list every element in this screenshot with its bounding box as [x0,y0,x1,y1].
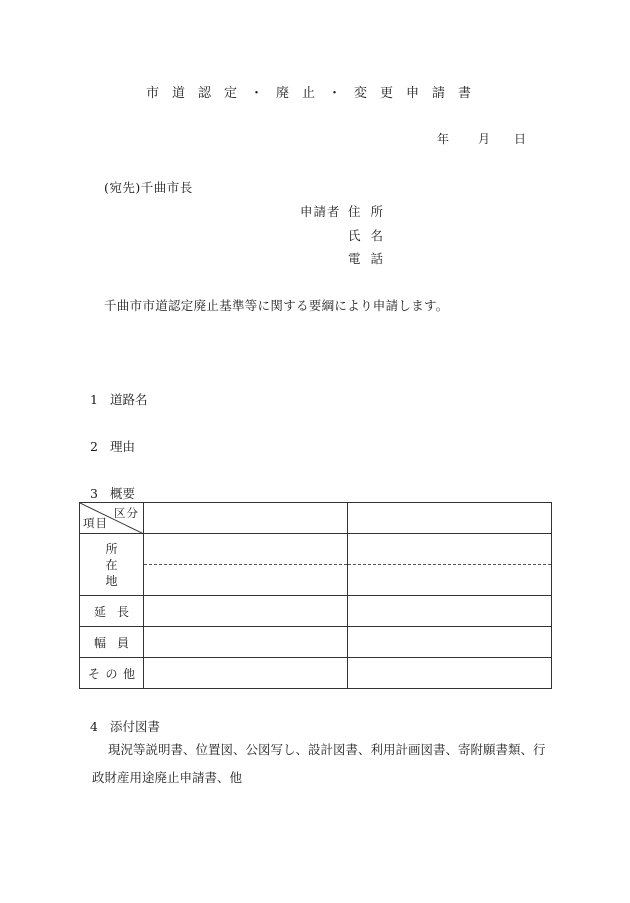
length-char: 延 [94,604,107,619]
section-attachments [90,717,160,735]
attachments-line: 政財産用途廃止申請書、他 [92,770,243,785]
date-year-label: 年 [437,132,450,146]
section-number: 1 [90,392,98,407]
table-cell [348,565,552,596]
table-cell [348,658,552,689]
table-cell [144,503,348,534]
other-label-cell [80,658,144,689]
section-reason [90,437,135,455]
header-diagonal-cell [80,503,144,534]
section-label: 道路名 [110,392,148,407]
category-label: 区分 [114,506,139,520]
location-char: 在 [105,557,118,572]
section-number: 2 [90,439,98,454]
other-char: そ [88,666,101,681]
section-overview [90,484,135,502]
document-title: 市道認定・廃止・変更申請書 [145,86,484,101]
table-cell [348,503,552,534]
location-char: 所 [105,541,118,556]
section-road-name [90,390,148,408]
table-cell [144,534,348,565]
section-label: 理由 [110,439,136,454]
section-label: 概要 [110,486,136,501]
date-month-label: 月 [478,132,491,146]
item-label: 項目 [83,516,108,530]
section-number: 3 [90,486,98,501]
table-cell [144,565,348,596]
table-cell [144,658,348,689]
width-label-cell [80,627,144,658]
address-label: 住所 [348,204,394,219]
table-row-width [80,627,552,658]
applicant-label: 申請者 [300,204,341,219]
length-label-cell [80,596,144,627]
addressee: (宛先)千曲市長 [104,180,193,195]
table-row-location-lower [80,565,552,596]
attachments-line: 現況等説明書、位置図、公図写し、設計図書、利用計画図書、寄附願書類、行 [108,742,546,757]
application-statement: 千曲市市道認定廃止基準等に関する要綱により申請します。 [104,298,449,313]
length-char: 長 [116,604,129,619]
width-char: 員 [116,635,129,650]
table-row-location-upper [80,534,552,565]
overview-table [79,502,552,689]
table-cell [348,596,552,627]
table-header-row [80,503,552,534]
table-cell [144,627,348,658]
section-label: 添付図書 [110,719,161,734]
table-row-other [80,658,552,689]
date-day-label: 日 [514,132,527,146]
table-cell [348,627,552,658]
location-label-cell [80,534,144,596]
table-cell [144,596,348,627]
width-char: 幅 [94,635,107,650]
table-row-length [80,596,552,627]
name-label: 氏名 [348,228,394,243]
other-char: 他 [122,666,135,681]
location-char: 地 [105,573,118,588]
section-number: 4 [90,719,98,734]
attachments-list [92,736,552,792]
other-char: の [105,666,118,681]
phone-label: 電話 [348,251,394,266]
table-cell [348,534,552,565]
